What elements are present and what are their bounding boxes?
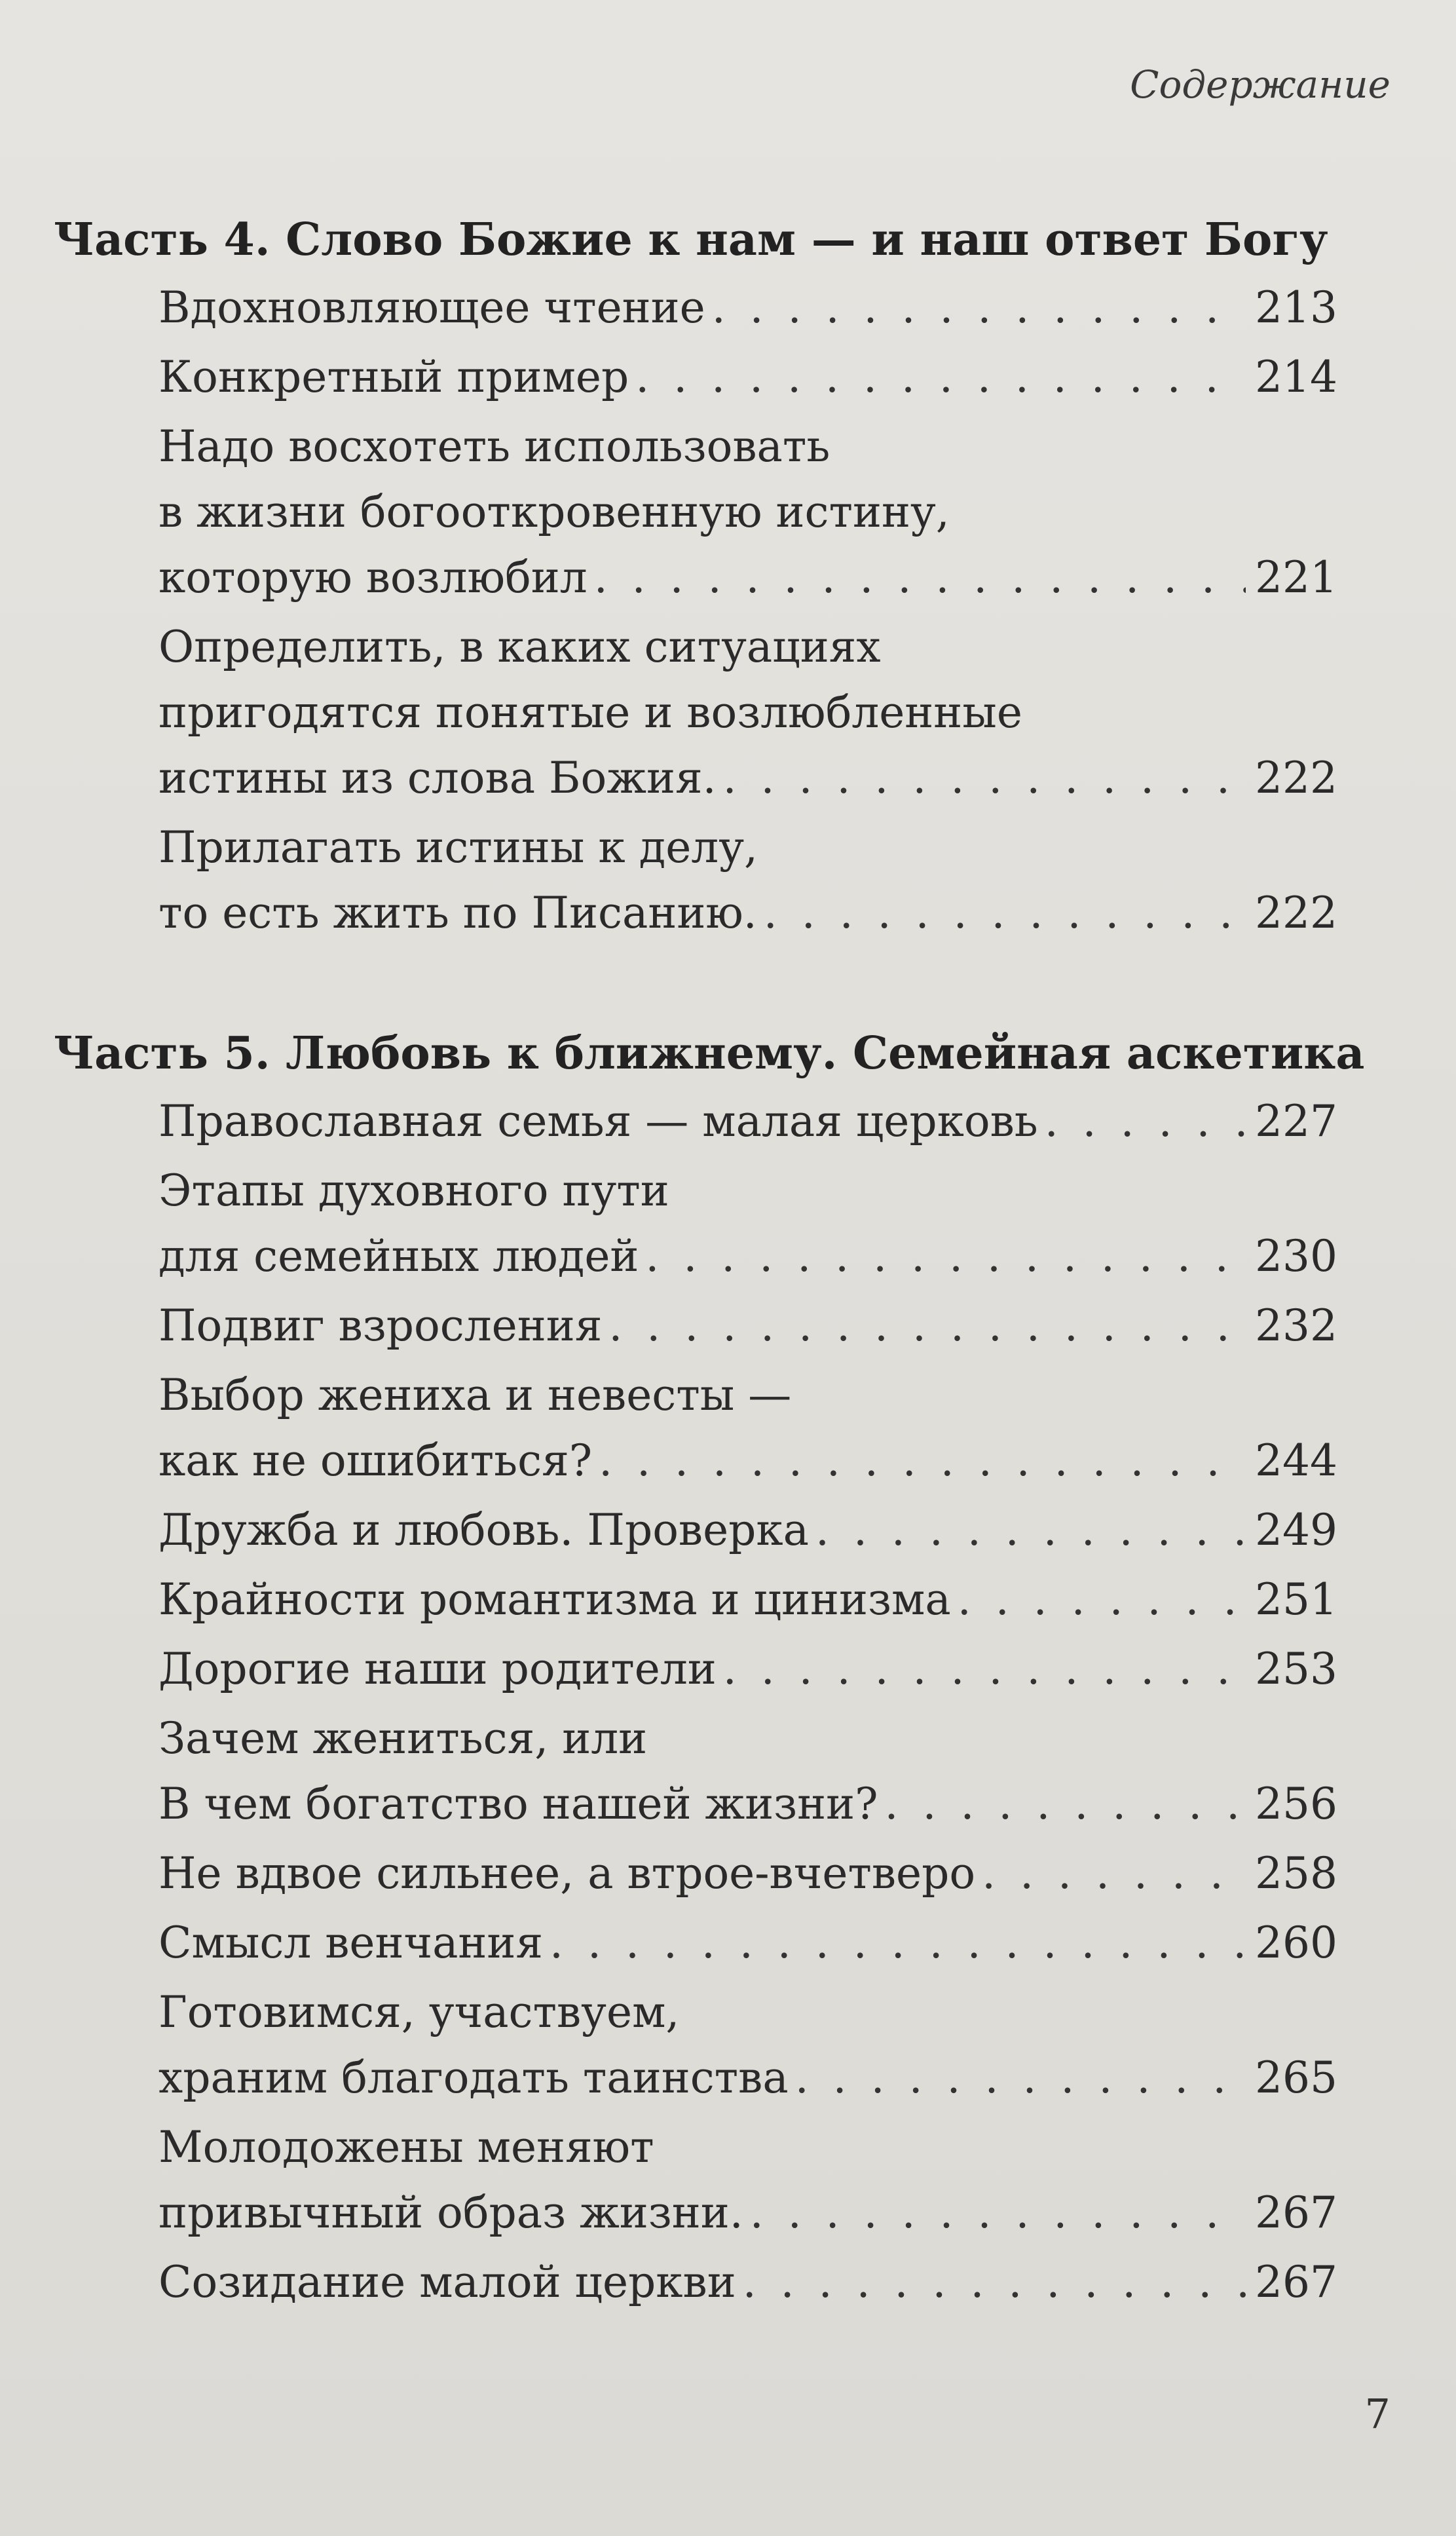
toc-entry [159,1363,1337,1494]
entry-text: Созидание малой церкви [159,2257,736,2307]
toc-section-part-4 [54,208,1337,946]
entry-text: Зачем жениться, или [159,1713,648,1764]
running-head: Содержание [1130,62,1391,107]
toc-entry [159,1567,1337,1633]
entry-text: Выбор жениха и невесты — [159,1370,792,1420]
section-title: Часть 5. Любовь к ближнему. Семейная аскетика [54,1027,1365,1080]
entry-page: 222 [1255,888,1337,938]
entry-page: 267 [1255,2187,1337,2238]
dot-leader [1045,1089,1246,1154]
entry-page: 258 [1255,1848,1337,1899]
entry-text: Этапы духовного пути [159,1165,669,1216]
entry-text: Молодожены меняют [159,2122,654,2172]
entry-page: 256 [1255,1779,1337,1829]
dot-leader [743,2250,1246,2315]
toc-entry [159,414,1337,611]
entry-text: Смысл венчания [159,1918,544,1968]
entry-text: храним благодать таинства [159,2053,789,2103]
dot-leader [608,1293,1246,1359]
toc-entry [159,1498,1337,1563]
dot-leader [635,345,1246,410]
entry-text: В чем богатство нашей жизни? [159,1779,878,1829]
entry-page: 253 [1255,1644,1337,1694]
toc-entry [159,275,1337,341]
toc-entry [159,345,1337,410]
entry-page: 214 [1255,352,1337,402]
entry-text: Вдохновляющее чтение [159,282,705,333]
entry-text: Готовимся, участвуем, [159,1987,680,2037]
toc-entry [159,1841,1337,1906]
dot-leader [815,1498,1246,1563]
toc-entry [159,815,1337,946]
entry-text: Дорогие наши родители [159,1644,717,1694]
entry-page: 227 [1255,1096,1337,1146]
toc-entries [159,1089,1337,2315]
toc-entry [159,1293,1337,1359]
dot-leader [795,2045,1246,2111]
entry-page: 267 [1255,2257,1337,2307]
entry-text: Конкретный пример [159,352,629,402]
entry-page: 251 [1255,1574,1337,1625]
entry-page: 244 [1255,1435,1337,1486]
entry-text: в жизни богооткровенную истину, [159,487,950,537]
entry-text: истины из слова Божия. [159,753,717,803]
dot-leader [723,746,1246,811]
toc-entry [159,1910,1337,1976]
toc-entry [159,615,1337,811]
entry-page: 260 [1255,1918,1337,1968]
dot-leader [764,880,1246,946]
entry-text: Крайности романтизма и цинизма [159,1574,951,1625]
dot-leader [958,1567,1246,1633]
dot-leader [885,1771,1246,1837]
entry-text: Православная семья — малая церковь [159,1096,1038,1146]
entry-text: Подвиг взросления [159,1300,603,1351]
entry-text: то есть жить по Писанию. [159,888,757,938]
entry-text: Дружба и любовь. Проверка [159,1505,809,1555]
entry-page: 222 [1255,753,1337,803]
entry-page: 221 [1255,552,1337,603]
dot-leader [750,2180,1246,2246]
entry-text: Определить, в каких ситуациях [159,622,881,672]
dot-leader [982,1841,1246,1906]
entry-page: 249 [1255,1505,1337,1555]
toc-entry [159,1089,1337,1154]
toc-section-part-5 [54,1022,1365,2315]
dot-leader [712,275,1246,341]
toc-entry [159,2250,1337,2315]
toc-entry [159,1980,1337,2111]
toc-entry [159,1706,1337,1837]
toc-entries [159,275,1337,946]
entry-page: 232 [1255,1300,1337,1351]
page-number: 7 [1364,2390,1391,2438]
entry-text: Надо восхотеть использовать [159,421,831,472]
dot-leader [645,1224,1246,1289]
entry-text: Не вдвое сильнее, а втрое-вчетверо [159,1848,976,1899]
dot-leader [594,545,1246,611]
section-title: Часть 4. Слово Божие к нам — и наш ответ Богу [54,214,1328,266]
dot-leader [723,1637,1246,1702]
entry-text: как не ошибиться? [159,1435,593,1486]
toc-entry [159,1637,1337,1702]
entry-text: привычный образ жизни. [159,2187,743,2238]
dot-leader [550,1910,1246,1976]
toc-entry [159,1158,1337,1289]
entry-page: 230 [1255,1231,1337,1281]
entry-text: для семейных людей [159,1231,639,1281]
toc-entry [159,2115,1337,2246]
entry-page: 213 [1255,282,1337,333]
dot-leader [599,1428,1246,1494]
entry-page: 265 [1255,2053,1337,2103]
entry-text: Прилагать истины к делу, [159,822,758,873]
entry-text: которую возлюбил [159,552,588,603]
entry-text: пригодятся понятые и возлюбленные [159,687,1022,738]
